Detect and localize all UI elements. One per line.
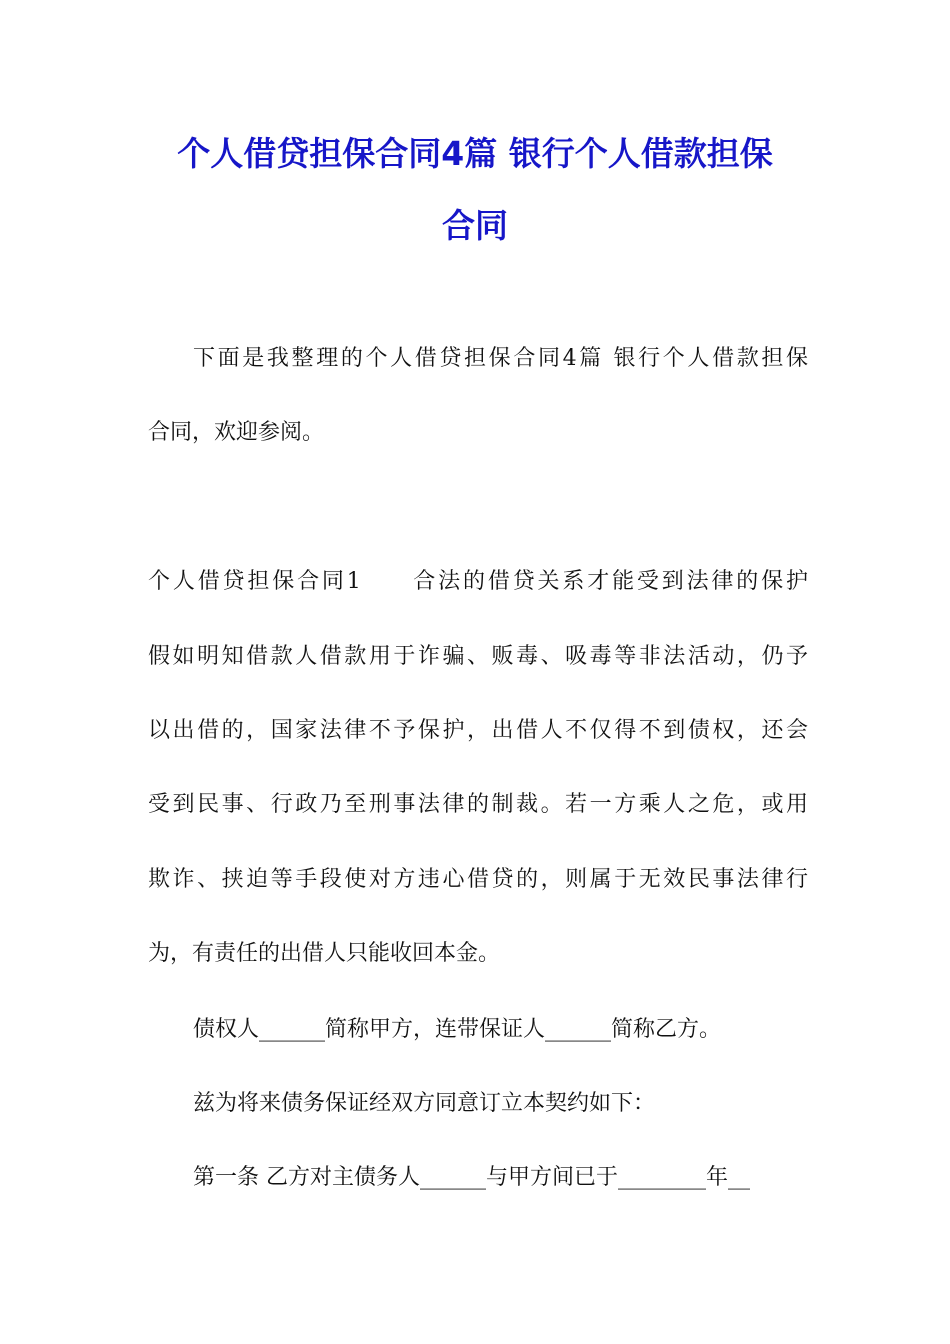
document-title-line-1: 个人借贷担保合同4篇 银行个人借款担保	[177, 134, 773, 173]
section1-line-5: 欺诈、挟迫等手段使对方违心借贷的，则属于无效民事法律行	[148, 867, 808, 892]
agreement-paragraph: 兹为将来债务保证经双方同意订立本契约如下：	[193, 1091, 656, 1116]
section1-line-4: 受到民事、行政乃至刑事法律的制裁。若一方乘人之危，或用	[148, 792, 808, 817]
section1-line-3: 以出借的，国家法律不予保护，出借人不仅得不到债权，还会	[148, 718, 808, 743]
article-1-paragraph: 第一条 乙方对主债务人______与甲方间已于________年__	[193, 1165, 750, 1190]
intro-line-1: 下面是我整理的个人借贷担保合同4篇 银行个人借款担保	[193, 346, 808, 371]
parties-paragraph: 债权人______简称甲方，连带保证人______简称乙方。	[193, 1017, 722, 1042]
intro-line-2: 合同，欢迎参阅。	[148, 420, 325, 445]
section1-line-2: 假如明知借款人借款用于诈骗、贩毒、吸毒等非法活动，仍予	[148, 644, 808, 669]
section1-line-1: 个人借贷担保合同1 合法的借贷关系才能受到法律的保护	[148, 569, 808, 594]
document-title-line-2: 合同	[442, 206, 508, 245]
section1-line-6: 为，有责任的出借人只能收回本金。	[148, 941, 501, 966]
